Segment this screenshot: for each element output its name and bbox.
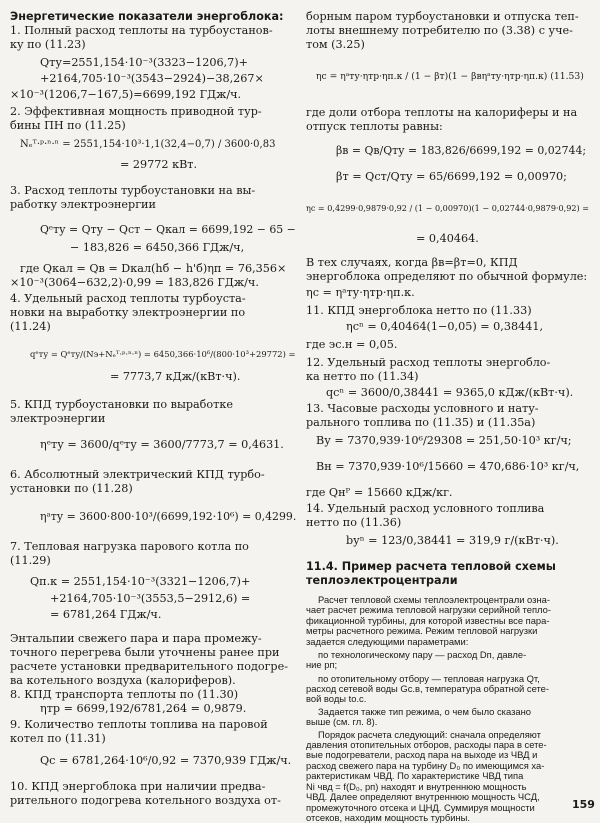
body-line: Ni чвд = f(D₀, pп) находят и внутреннюю мощность — [306, 780, 527, 792]
text-line: отпуск теплоты равны: — [306, 120, 443, 133]
text-line: 7. Тепловая нагрузка парового котла по — [10, 540, 249, 553]
formula-line: Qп.к = 2551,154·10⁻³(3321−1206,7)+ — [30, 575, 251, 588]
text-line: работку электроэнергии — [10, 198, 156, 211]
text-line: энергоблока определяют по обычной формуле: — [306, 270, 588, 283]
formula-line: ηс = ηᵃту·ηтр·ηп.к. — [306, 286, 415, 299]
text-line: рального топлива по (11.35) и (11.35а) — [306, 416, 536, 429]
text-line: 10. КПД энергоблока при наличии предва- — [10, 780, 266, 793]
formula-line: ηс = ηᵃту·ηтр·ηп.к / (1 − βт)(1 − βвηᵃту·ηтр·ηп.к) (11.53) — [316, 71, 584, 82]
text-line: где эс.н = 0,05. — [306, 338, 398, 351]
formula-line: = 29772 кВт. — [120, 158, 198, 171]
body-line: выше (см. гл. 8). — [306, 716, 378, 728]
body-line: задается следующими параметрами: — [306, 635, 469, 647]
text-line: электроэнергии — [10, 412, 106, 425]
body-line: вой воды tо.с. — [306, 693, 367, 705]
left-column — [10, 10, 297, 807]
text-line: точного перегрева были уточнены ранее при — [10, 646, 280, 659]
formula-line: Nₑᵀ·ᵖ·ⁿ·ⁿ = 2551,154·10³·1,1(32,4−0,7) / 3600·0,83 — [20, 139, 276, 150]
body-line: по технологическому пару — расход Dп, давле- — [318, 648, 527, 660]
text-line: рительного подогрева котельного воздуха от- — [10, 794, 281, 807]
formula-line: βв = Qв/Qту = 183,826/6699,192 = 0,02744; — [336, 144, 587, 157]
formula-line: = 7773,7 кДж/(кВт·ч). — [110, 370, 241, 383]
formula-line: +2164,705·10⁻³(3553,5−2912,6) = — [50, 592, 251, 605]
text-line: 13. Часовые расходы условного и нату- — [306, 402, 539, 415]
text-line: 12. Удельный расход теплоты энергобло- — [306, 356, 551, 369]
text-line: лоты внешнему потребителю по (3.38) с уче- — [306, 24, 573, 37]
text-line: нетто по (11.36) — [306, 516, 402, 529]
text-line: 2. Эффективная мощность приводной тур- — [10, 105, 262, 118]
formula-line: ηᵃту = 3600·800·10³/(6699,192·10⁶) = 0,4299. — [40, 510, 297, 523]
text-line: новки на выработку электроэнергии по — [10, 306, 246, 319]
formula-line: qсⁿ = 3600/0,38441 = 9365,0 кДж/(кВт·ч). — [326, 386, 574, 399]
formula-line: − 183,826 = 6450,366 ГДж/ч, — [70, 241, 245, 254]
body-line: отсеков, находим мощность турбины. — [306, 812, 471, 823]
text-line: борным паром турбоустановки и отпуска теп- — [306, 10, 579, 23]
formula-line: ×10⁻³(1206,7−167,5)=6699,192 ГДж/ч. — [10, 88, 242, 101]
text-line: 8. КПД транспорта теплоты по (11.30) — [10, 688, 239, 701]
text-line: установки по (11.28) — [10, 482, 133, 495]
text-line: ка нетто по (11.34) — [306, 370, 419, 383]
body-line: фикационной турбины, для которой известны все пара- — [306, 614, 550, 626]
section-heading: 11.4. Пример расчета тепловой схемы — [306, 560, 556, 573]
text-line: котел по (11.31) — [10, 732, 106, 745]
formula-line: ηсⁿ = 0,40464(1−0,05) = 0,38441, — [346, 320, 543, 333]
formula-line: Qс = 6781,264·10⁶/0,92 = 7370,939 ГДж/ч. — [40, 754, 292, 767]
text-line: 4. Удельный расход теплоты турбоуста- — [10, 292, 246, 305]
formula-line: ×10⁻³(3064−632,2)·0,99 = 183,826 ГДж/ч. — [10, 276, 259, 289]
formula-line: Bн = 7370,939·10⁶/15660 = 470,686·10³ кг/ч, — [316, 460, 580, 473]
section-heading: теплоэлектроцентрали — [306, 574, 458, 587]
text-line: 1. Полный расход теплоты на турбоустанов- — [10, 24, 273, 37]
text-line: 9. Количество теплоты топлива на паровой — [10, 718, 268, 731]
body-line: расход свежего пара на турбину D₀ по имеющимся ха- — [306, 759, 545, 771]
text-line: В тех случаях, когда βв=βт=0, КПД — [306, 256, 518, 269]
text-line: где доли отбора теплоты на калориферы и на — [306, 106, 578, 119]
text-line: ва котельного воздуха (калориферов). — [10, 674, 236, 687]
body-line: метры расчетного режима. Режим тепловой нагрузки — [306, 625, 538, 637]
text-line: (11.29) — [10, 554, 51, 567]
body-line: ние pп; — [306, 659, 338, 671]
text-line: (11.24) — [10, 320, 51, 333]
body-line: ЧВД. Далее определяют внутреннюю мощность ЧСД, — [306, 791, 540, 803]
text-line: 3. Расход теплоты турбоустановки на вы- — [10, 184, 256, 197]
body-line: по отопительному отбору — тепловая нагрузка Qт, — [318, 672, 540, 684]
body-line: вые подогреватели, расход пара на выходе из ЧВД и — [306, 749, 538, 761]
formula-line: Bу = 7370,939·10⁶/29308 = 251,50·10³ кг/ч; — [316, 434, 572, 447]
formula-line: bуⁿ = 123/0,38441 = 319,9 г/(кВт·ч). — [346, 534, 559, 547]
formula-line: qᵉту = Qᵉту/(Nэ+Nₑᵀ·ᵖ·ⁿ·ⁿ) = 6450,366·10⁶/(800·10³+29772) = — [30, 349, 296, 359]
formula-line: ηс = 0,4299·0,9879·0,92 / (1 − 0,00970)(1 − 0,02744·0,9879·0,92) = — [306, 203, 590, 213]
text-line: расчете установки предварительного подогре- — [10, 660, 288, 673]
formula-line: Qᵉту = Qту − Qст − Qкал = 6699,192 − 65 − — [40, 223, 296, 236]
body-line: Задается также тип режима, о чем было сказано — [318, 705, 532, 717]
text-line: ку по (11.23) — [10, 38, 86, 51]
text-line: Энтальпии свежего пара и пара промежу- — [10, 632, 262, 645]
page-number: 159 — [572, 798, 595, 811]
formula-line: где Qкал = Qв = Dкал(hб − h'б)ηп = 76,356× — [20, 262, 287, 275]
formula-line: = 6781,264 ГДж/ч. — [50, 608, 162, 621]
formula-line: βт = Qст/Qту = 65/6699,192 = 0,00970; — [336, 170, 567, 183]
text-line: 5. КПД турбоустановки по выработке — [10, 398, 233, 411]
formula-line: +2164,705·10⁻³(3543−2924)−38,267× — [40, 72, 264, 85]
body-line: Расчет тепловой схемы теплоэлектроцентрали озна- — [318, 593, 550, 605]
section-heading: Энергетические показатели энергоблока: — [10, 10, 284, 23]
formula-line: Qту=2551,154·10⁻³(3323−1206,7)+ — [40, 56, 248, 69]
body-line: чает расчет режима тепловой нагрузки серийной тепло- — [306, 604, 551, 616]
body-line: рактеристикам ЧВД. По характеристике ЧВД типа — [306, 770, 524, 782]
text-line: 11. КПД энергоблока нетто по (11.33) — [306, 304, 532, 317]
body-line: Порядок расчета следующий: сначала определяют — [318, 728, 541, 740]
formula-line: = 0,40464. — [416, 232, 479, 245]
body-line: давления отопительных отборов, расходы пара в сете- — [306, 738, 547, 750]
text-line: 6. Абсолютный электрический КПД турбо- — [10, 468, 265, 481]
formula-line: ηᵉту = 3600/qᵉту = 3600/7773,7 = 0,4631. — [40, 438, 284, 451]
text-line: где Qнᴾ = 15660 кДж/кг. — [306, 486, 453, 499]
text-line: 14. Удельный расход условного топлива — [306, 502, 545, 515]
formula-line: ηтр = 6699,192/6781,264 = 0,9879. — [40, 702, 247, 715]
body-line: расход сетевой воды Gс.в, температура обратной сете- — [306, 682, 549, 694]
text-line: том (3.25) — [306, 38, 365, 51]
text-line: бины ПН по (11.25) — [10, 119, 126, 132]
body-line: промежуточного отсека и ЦНД. Суммируя мощности — [306, 801, 535, 813]
